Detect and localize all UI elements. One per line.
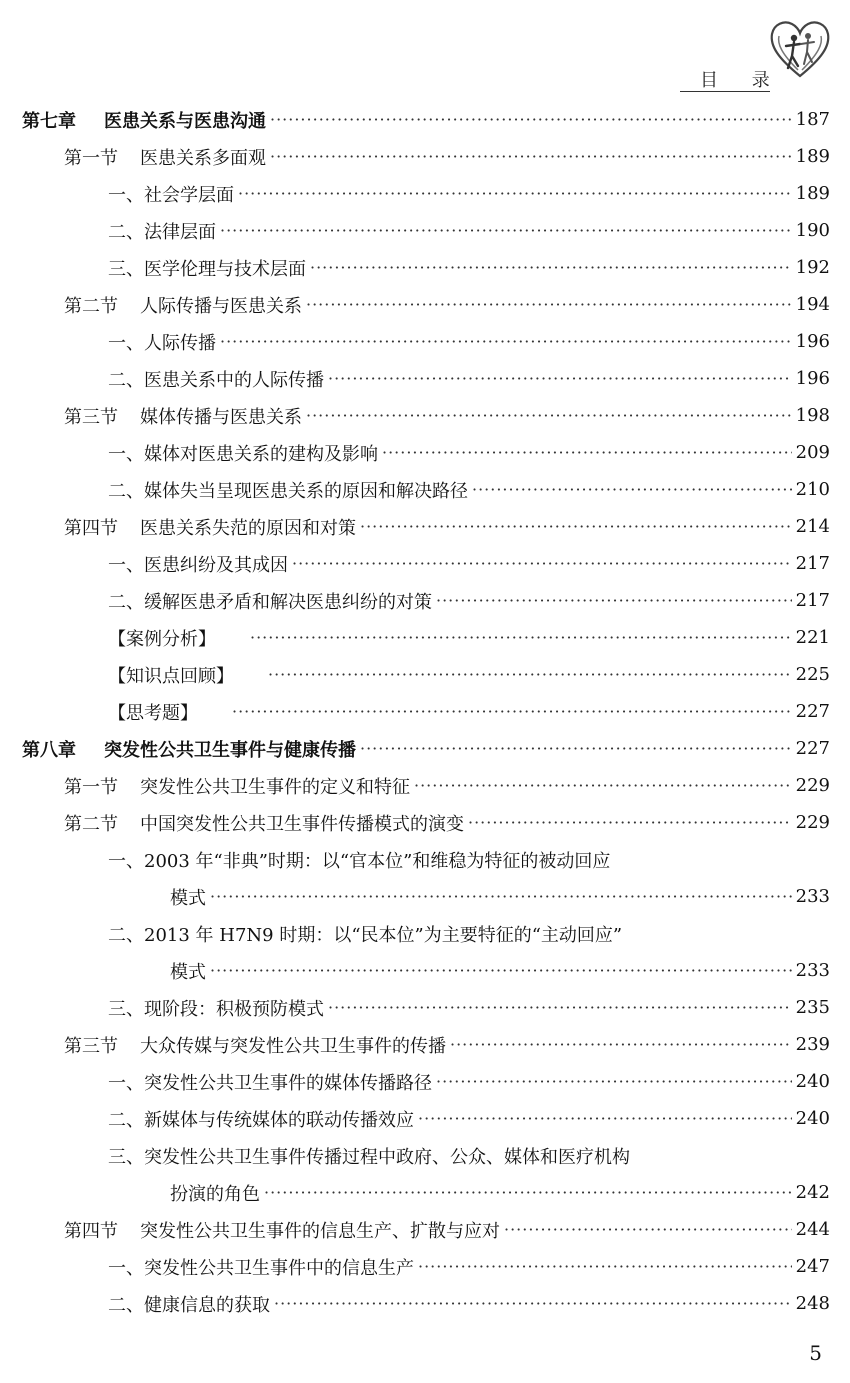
- toc-entry-item: [0, 989, 850, 1026]
- dot-leader: [468, 813, 792, 833]
- toc-entry-title: [108, 995, 324, 1021]
- toc-entry-text: 医患关系失范的原因和对策: [140, 517, 356, 539]
- dot-leader: [270, 147, 792, 167]
- dot-leader: [210, 961, 792, 981]
- toc-entry-text: 突发性公共卫生事件的定义和特征: [140, 776, 410, 798]
- toc-entry-text: 中国突发性公共卫生事件传播模式的演变: [140, 813, 464, 835]
- dot-leader: [382, 443, 792, 463]
- toc-entry-text: 【知识点回顾】: [108, 665, 234, 687]
- toc-entry-item: [0, 212, 850, 249]
- toc-entry-text: 突发性公共卫生事件与健康传播: [104, 739, 356, 761]
- dot-leader: [292, 554, 792, 574]
- toc-entry-item: [0, 582, 850, 619]
- toc-entry-page: 242: [795, 1182, 830, 1203]
- toc-entry-title: [108, 1254, 414, 1280]
- dot-leader: [264, 1183, 792, 1203]
- header-rule: [680, 91, 770, 92]
- toc-entry-title: [108, 1069, 432, 1095]
- dot-leader: [414, 776, 792, 796]
- dot-leader: [436, 591, 792, 611]
- toc-entry-item: [0, 915, 850, 952]
- toc-entry-label: 第一节: [64, 776, 118, 798]
- toc-entry-cont: [0, 878, 850, 915]
- toc-entry-label: 第八章: [22, 739, 76, 761]
- toc-entry-page: 227: [795, 701, 830, 722]
- toc-entry-text: 一、突发性公共卫生事件中的信息生产: [108, 1257, 414, 1279]
- toc-entry-page: 196: [795, 368, 830, 389]
- dot-leader: [450, 1035, 792, 1055]
- toc-entry-item: [0, 1100, 850, 1137]
- toc-entry-page: 247: [795, 1256, 830, 1277]
- dot-leader: [328, 369, 792, 389]
- toc-entry-title: [108, 181, 234, 207]
- dot-leader: [238, 184, 792, 204]
- toc-entry-text: 三、医学伦理与技术层面: [108, 258, 306, 280]
- toc-entry-page: 240: [795, 1071, 830, 1092]
- toc-entry-special: [0, 619, 850, 656]
- dot-leader: [360, 517, 792, 537]
- dot-leader: [220, 332, 792, 352]
- toc-entry-item: [0, 249, 850, 286]
- toc-entry-title: [64, 403, 302, 429]
- toc-entry-title: [108, 847, 610, 873]
- toc-entry-text: 二、健康信息的获取: [108, 1294, 270, 1316]
- toc-entry-text: 三、突发性公共卫生事件传播过程中政府、公众、媒体和医疗机构: [108, 1146, 630, 1168]
- dot-leader: [270, 110, 792, 130]
- toc-entry-title: [170, 958, 206, 984]
- toc-entry-page: 196: [795, 331, 830, 352]
- toc-entry-section: [0, 508, 850, 545]
- toc-entry-label: 第二节: [64, 813, 118, 835]
- toc-entry-page: 235: [795, 997, 830, 1018]
- toc-entry-item: [0, 1285, 850, 1322]
- dot-leader: [268, 665, 792, 685]
- toc-entry-page: 192: [795, 257, 830, 278]
- dot-leader: [250, 628, 792, 648]
- toc-entry-text: 媒体传播与医患关系: [140, 406, 302, 428]
- toc-entry-section: [0, 397, 850, 434]
- toc-entry-text: 二、媒体失当呈现医患关系的原因和解决路径: [108, 480, 468, 502]
- toc-entry-text: 二、新媒体与传统媒体的联动传播效应: [108, 1109, 414, 1131]
- toc-entry-title: [108, 218, 216, 244]
- toc-entry-title: [22, 107, 266, 133]
- toc-entry-item: [0, 471, 850, 508]
- toc-entry-label: 第三节: [64, 406, 118, 428]
- toc-entry-section: [0, 1026, 850, 1063]
- toc-entry-item: [0, 1063, 850, 1100]
- toc-entry-text: 医患关系与医患沟通: [104, 110, 266, 132]
- dot-leader: [436, 1072, 792, 1092]
- toc-entry-page: 227: [795, 738, 830, 759]
- toc-entry-cont: [0, 1174, 850, 1211]
- dot-leader: [328, 998, 792, 1018]
- toc-entry-title: [108, 588, 432, 614]
- toc-entry-section: [0, 1211, 850, 1248]
- dot-leader: [232, 702, 792, 722]
- toc-entry-title: [108, 440, 378, 466]
- toc-entry-item: [0, 175, 850, 212]
- toc-entry-section: [0, 767, 850, 804]
- toc-entry-title: [108, 551, 288, 577]
- toc-entry-title: [108, 699, 198, 725]
- toc-entry-page: 210: [795, 479, 830, 500]
- toc-entry-item: [0, 1248, 850, 1285]
- toc-entry-label: 第一节: [64, 147, 118, 169]
- toc-entry-item: [0, 323, 850, 360]
- dot-leader: [306, 406, 792, 426]
- toc-entry-item: [0, 434, 850, 471]
- toc-entry-label: 第四节: [64, 517, 118, 539]
- toc-entry-text: 一、人际传播: [108, 332, 216, 354]
- toc-entry-page: 240: [795, 1108, 830, 1129]
- toc-entry-text: 二、法律层面: [108, 221, 216, 243]
- toc-entry-item: [0, 1137, 850, 1174]
- toc-entry-title: [170, 1180, 260, 1206]
- toc-entry-page: 233: [795, 960, 830, 981]
- toc-entry-text: 二、医患关系中的人际传播: [108, 369, 324, 391]
- toc-entry-title: [64, 1032, 446, 1058]
- toc-entry-text: 三、现阶段：积极预防模式: [108, 998, 324, 1020]
- toc-entry-text: 一、突发性公共卫生事件的媒体传播路径: [108, 1072, 432, 1094]
- toc-entry-title: [108, 255, 306, 281]
- toc-entry-page: 189: [795, 183, 830, 204]
- toc-entry-text: 医患关系多面观: [140, 147, 266, 169]
- toc-entry-page: 209: [795, 442, 830, 463]
- toc-entry-page: 229: [795, 775, 830, 796]
- toc-entry-item: [0, 545, 850, 582]
- toc-entry-title: [170, 884, 206, 910]
- dot-leader: [472, 480, 792, 500]
- dot-leader: [310, 258, 792, 278]
- toc-entry-text: 二、缓解医患矛盾和解决医患纠纷的对策: [108, 591, 432, 613]
- toc-entry-page: 248: [795, 1293, 830, 1314]
- toc-entry-text: 【思考题】: [108, 702, 198, 724]
- toc-entry-title: [108, 1143, 630, 1169]
- toc-entry-text: 人际传播与医患关系: [140, 295, 302, 317]
- toc-entry-special: [0, 693, 850, 730]
- toc-entry-title: [108, 366, 324, 392]
- toc-entry-title: [108, 625, 216, 651]
- toc-entry-title: [64, 1217, 500, 1243]
- toc-entry-text: 一、媒体对医患关系的建构及影响: [108, 443, 378, 465]
- table-of-contents: [0, 101, 850, 1322]
- page-number: 5: [809, 1341, 822, 1365]
- toc-entry-title: [64, 810, 464, 836]
- toc-entry-title: [108, 1106, 414, 1132]
- toc-entry-page: 225: [795, 664, 830, 685]
- toc-entry-item: [0, 841, 850, 878]
- toc-entry-text: 一、2003 年“非典”时期：以“官本位”和维稳为特征的被动回应: [108, 850, 611, 872]
- toc-entry-page: 189: [795, 146, 830, 167]
- dot-leader: [210, 887, 792, 907]
- toc-entry-label: 第三节: [64, 1035, 118, 1057]
- toc-entry-text: 一、医患纠纷及其成因: [108, 554, 288, 576]
- toc-entry-page: 217: [795, 590, 830, 611]
- toc-entry-title: [108, 329, 216, 355]
- toc-entry-chapter: [0, 730, 850, 767]
- toc-entry-page: 190: [795, 220, 830, 241]
- toc-entry-text: 突发性公共卫生事件的信息生产、扩散与应对: [140, 1220, 500, 1242]
- toc-entry-chapter: [0, 101, 850, 138]
- toc-entry-label: 第七章: [22, 110, 76, 132]
- toc-entry-page: 194: [795, 294, 830, 315]
- toc-entry-text: 一、社会学层面: [108, 184, 234, 206]
- dot-leader: [418, 1109, 792, 1129]
- toc-entry-title: [64, 773, 410, 799]
- toc-entry-text: 二、2013 年 H7N9 时期：以“民本位”为主要特征的“主动回应”: [108, 924, 623, 946]
- toc-entry-title: [22, 736, 356, 762]
- toc-entry-section: [0, 138, 850, 175]
- toc-entry-title: [108, 921, 622, 947]
- toc-entry-title: [108, 1291, 270, 1317]
- toc-entry-page: 244: [795, 1219, 830, 1240]
- toc-entry-label: 第四节: [64, 1220, 118, 1242]
- toc-entry-title: [64, 144, 266, 170]
- dot-leader: [220, 221, 792, 241]
- toc-entry-section: [0, 286, 850, 323]
- toc-entry-page: 229: [795, 812, 830, 833]
- page-header: [0, 14, 850, 91]
- toc-entry-special: [0, 656, 850, 693]
- dot-leader: [504, 1220, 792, 1240]
- toc-entry-page: 214: [795, 516, 830, 537]
- toc-entry-page: 221: [795, 627, 830, 648]
- toc-entry-cont: [0, 952, 850, 989]
- toc-entry-page: 187: [795, 109, 830, 130]
- toc-entry-text: 扮演的角色: [170, 1183, 260, 1205]
- dot-leader: [418, 1257, 792, 1277]
- toc-entry-page: 233: [795, 886, 830, 907]
- dot-leader: [274, 1294, 792, 1314]
- toc-entry-section: [0, 804, 850, 841]
- toc-entry-text: 模式: [170, 961, 206, 983]
- toc-entry-page: 239: [795, 1034, 830, 1055]
- toc-entry-title: [64, 514, 356, 540]
- toc-entry-text: 大众传媒与突发性公共卫生事件的传播: [140, 1035, 446, 1057]
- toc-entry-label: 第二节: [64, 295, 118, 317]
- dot-leader: [306, 295, 792, 315]
- toc-entry-title: [108, 662, 234, 688]
- toc-entry-page: 217: [795, 553, 830, 574]
- toc-entry-title: [64, 292, 302, 318]
- header-title: 目 录: [700, 70, 784, 91]
- dot-leader: [360, 739, 792, 759]
- toc-entry-text: 【案例分析】: [108, 628, 216, 650]
- toc-entry-page: 198: [795, 405, 830, 426]
- toc-entry-item: [0, 360, 850, 397]
- toc-entry-text: 模式: [170, 887, 206, 909]
- toc-entry-title: [108, 477, 468, 503]
